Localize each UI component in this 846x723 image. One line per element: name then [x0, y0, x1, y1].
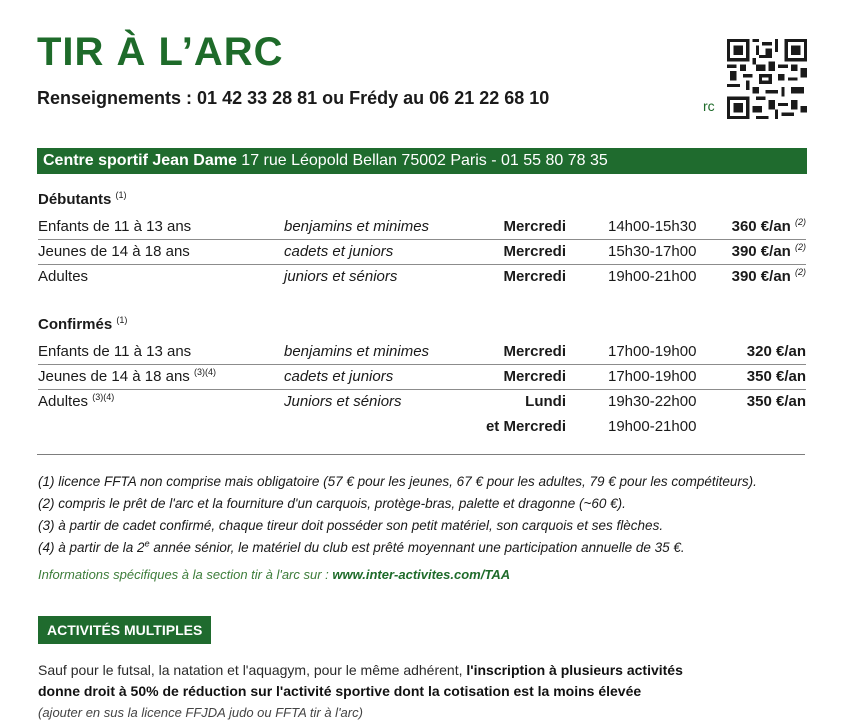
time-cell: 17h00-19h00: [608, 343, 697, 360]
table-row: [38, 340, 806, 365]
multi-line-1: Sauf pour le futsal, la natation et l'aquagym, pour le même adhérent, l'inscription à plusieurs activités: [38, 662, 683, 678]
footnote-ref: (1): [115, 190, 127, 200]
price-cell: 350 €/an: [746, 368, 806, 385]
multi-activities-banner: ACTIVITÉS MULTIPLES: [38, 616, 211, 644]
venue-name: Centre sportif Jean Dame: [43, 152, 237, 169]
info-text: Informations spécifiques à la section tir à l'arc sur :: [38, 567, 333, 582]
time-cell: 14h00-15h30: [608, 218, 697, 235]
age-cell: Enfants de 11 à 13 ans: [38, 218, 192, 235]
price-cell: 360 €/an $^{(2)}$: [731, 217, 806, 235]
section-title-text: Confirmés: [38, 316, 113, 333]
table-row: [38, 215, 806, 240]
time-cell: 19h00-21h00: [608, 268, 697, 285]
section-title-debutants: [38, 191, 127, 208]
venue-banner: [37, 148, 807, 174]
section-title-confirmes: [38, 316, 127, 333]
day-cell: Mercredi: [503, 368, 566, 385]
time-cell: 19h30-22h00: [608, 393, 697, 410]
multi-line-2: donne droit à 50% de réduction sur l'activité sportive dont la cotisation est la moins élevée: [38, 683, 642, 699]
qr-label: rc: [703, 98, 715, 114]
price-cell: 390 €/an $^{(2)}$: [731, 267, 806, 285]
category-cell: benjamins et minimes: [284, 218, 430, 235]
table-row: [38, 415, 806, 439]
age-cell: Jeunes de 14 à 18 ans $^{(3)(4)}$: [38, 367, 216, 385]
time-cell: 17h00-19h00: [608, 368, 697, 385]
day-cell: Mercredi: [503, 218, 566, 235]
price-cell: 350 €/an: [746, 393, 806, 410]
price-cell: 320 €/an: [746, 343, 806, 360]
age-cell: Jeunes de 14 à 18 ans: [38, 243, 190, 260]
age-cell: Adultes: [38, 268, 89, 285]
category-cell: Juniors et séniors: [284, 393, 402, 410]
info-line: [38, 567, 510, 582]
category-cell: cadets et juniors: [284, 368, 394, 385]
section-title-text: Débutants: [38, 191, 112, 208]
price-cell: 390 €/an $^{(2)}$: [731, 242, 806, 260]
day-cell: Mercredi: [503, 268, 566, 285]
day-cell: et Mercredi: [485, 418, 566, 435]
page-title: TIR À L’ARC: [37, 30, 284, 74]
footnote-ref: (1): [116, 315, 128, 325]
category-cell: cadets et juniors: [284, 243, 394, 260]
category-cell: juniors et séniors: [284, 268, 398, 285]
qr-code-icon[interactable]: [727, 39, 807, 119]
age-cell: Adultes $^{(3)(4)}$: [38, 392, 115, 410]
contact-info: Renseignements : 01 42 33 28 81 ou Frédy au 06 21 22 68 10: [37, 88, 550, 108]
day-cell: Lundi: [525, 393, 566, 410]
footnote-3: (3) à partir de cadet confirmé, chaque tireur doit posséder son petit matériel, son carquois et ses flèches.: [38, 518, 664, 533]
section-link[interactable]: www.inter-activites.com/TAA: [332, 567, 511, 582]
category-cell: benjamins et minimes: [284, 343, 430, 360]
footnotes: [38, 471, 757, 559]
age-cell: Enfants de 11 à 13 ans: [38, 343, 192, 360]
footnote-4: (4) à partir de la 2e année sénior, le matériel du club est prêté moyennant une participation annuelle de 35 €.: [38, 538, 685, 555]
venue-address: 17 rue Léopold Bellan 75002 Paris - 01 55 80 78 35: [236, 152, 608, 169]
table-row: [38, 265, 806, 289]
footnote-1: (1) licence FFTA non comprise mais obligatoire (57 € pour les jeunes, 67 € pour les adultes, 79 € pour les compétiteurs).: [38, 474, 757, 489]
day-cell: Mercredi: [503, 343, 566, 360]
table-row: [38, 390, 806, 414]
multi-line-3: (ajouter en sus la licence FFJDA judo ou FFTA tir à l'arc): [38, 705, 363, 720]
time-cell: 15h30-17h00: [608, 243, 697, 260]
multi-activities-text: [38, 660, 683, 723]
time-cell: 19h00-21h00: [608, 418, 697, 435]
day-cell: Mercredi: [503, 243, 566, 260]
table-row: [38, 240, 806, 265]
table-row: [38, 365, 806, 390]
footnote-2: (2) compris le prêt de l'arc et la fourniture d'un carquois, protège-bras, palette et dragonne (~60 €).: [38, 496, 626, 511]
divider: [37, 454, 805, 455]
